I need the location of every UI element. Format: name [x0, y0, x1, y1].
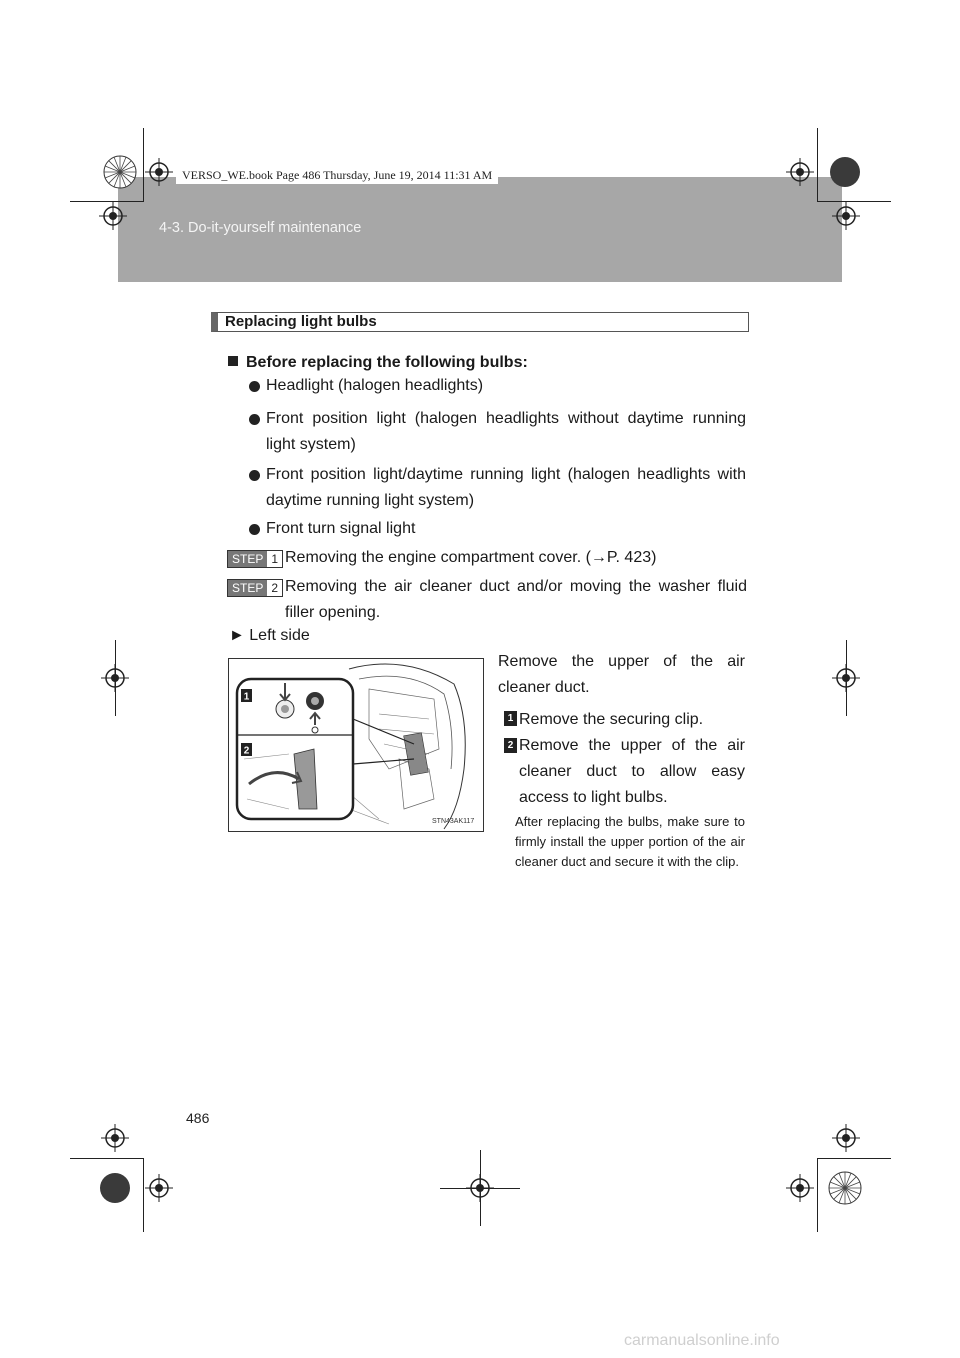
list-item: Front turn signal light [266, 520, 416, 537]
color-rosette-icon [103, 155, 137, 189]
registration-mark-icon [101, 1124, 129, 1152]
action-number-badge: 2 [504, 738, 517, 753]
dot-bullet-icon [249, 414, 260, 425]
step-word: STEP [228, 551, 267, 567]
color-rosette-icon [828, 1171, 862, 1205]
solid-disc-icon [830, 157, 860, 187]
registration-mark-icon [145, 1174, 173, 1202]
note-text: After replacing the bulbs, make sure to firmly install the upper portion of the air cleaner duct and secure it with the clip. [515, 814, 745, 869]
engine-bay-illustration [229, 659, 484, 832]
registration-mark-icon [832, 1124, 860, 1152]
description: Remove the upper of the air cleaner duct. [498, 653, 745, 696]
side-label: ► Left side [229, 627, 310, 644]
registration-mark-icon [786, 1174, 814, 1202]
crop-line [817, 1158, 891, 1159]
dot-bullet-icon [249, 524, 260, 535]
registration-mark-icon [832, 202, 860, 230]
crop-line [817, 128, 818, 202]
crop-line [143, 128, 144, 202]
section-label: 4-3. Do-it-yourself maintenance [159, 220, 362, 236]
registration-mark-icon [786, 158, 814, 186]
solid-disc-icon [100, 1173, 130, 1203]
crop-line [143, 1158, 144, 1232]
dot-bullet-icon [249, 470, 260, 481]
page-number: 486 [186, 1110, 210, 1126]
watermark: carmanualsonline.info [624, 1332, 780, 1349]
step-text: Removing the engine compartment cover. (→P. 423) [285, 549, 657, 566]
step-number: 1 [271, 552, 279, 566]
figure-callout: 1 [243, 691, 250, 703]
action-text: Remove the upper of the air cleaner duct to allow easy access to light bulbs. [519, 737, 745, 806]
step-number: 2 [271, 581, 279, 595]
crop-line [817, 1158, 818, 1232]
step-text: Removing the air cleaner duct and/or moving the washer fluid filler opening. [285, 578, 747, 621]
action-text: Remove the securing clip. [519, 711, 704, 728]
dot-bullet-icon [249, 381, 260, 392]
figure-callout: 2 [243, 745, 250, 757]
crop-line [70, 1158, 144, 1159]
figure-code: STN43AK117 [432, 818, 475, 825]
engine-bay-figure [228, 658, 484, 832]
square-bullet-icon [228, 356, 238, 366]
step-badge [227, 579, 283, 597]
list-item: Front position light (halogen headlights without daytime running light system) [266, 410, 746, 453]
list-item: Front position light/daytime running light (halogen headlights with daytime running light system) [266, 466, 746, 509]
list-item: Headlight (halogen headlights) [266, 377, 484, 394]
crop-line [846, 640, 847, 716]
step-word: STEP [228, 580, 267, 596]
crop-line [440, 1188, 520, 1189]
crop-line [115, 640, 116, 716]
step-badge [227, 550, 283, 568]
book-stamp: VERSO_WE.book Page 486 Thursday, June 19, 2014 11:31 AM [176, 167, 498, 184]
action-number-badge: 1 [504, 711, 517, 726]
intro-text: Before replacing the following bulbs: [246, 354, 528, 371]
page-title: Replacing light bulbs [225, 313, 377, 330]
registration-mark-icon [145, 158, 173, 186]
registration-mark-icon [99, 202, 127, 230]
